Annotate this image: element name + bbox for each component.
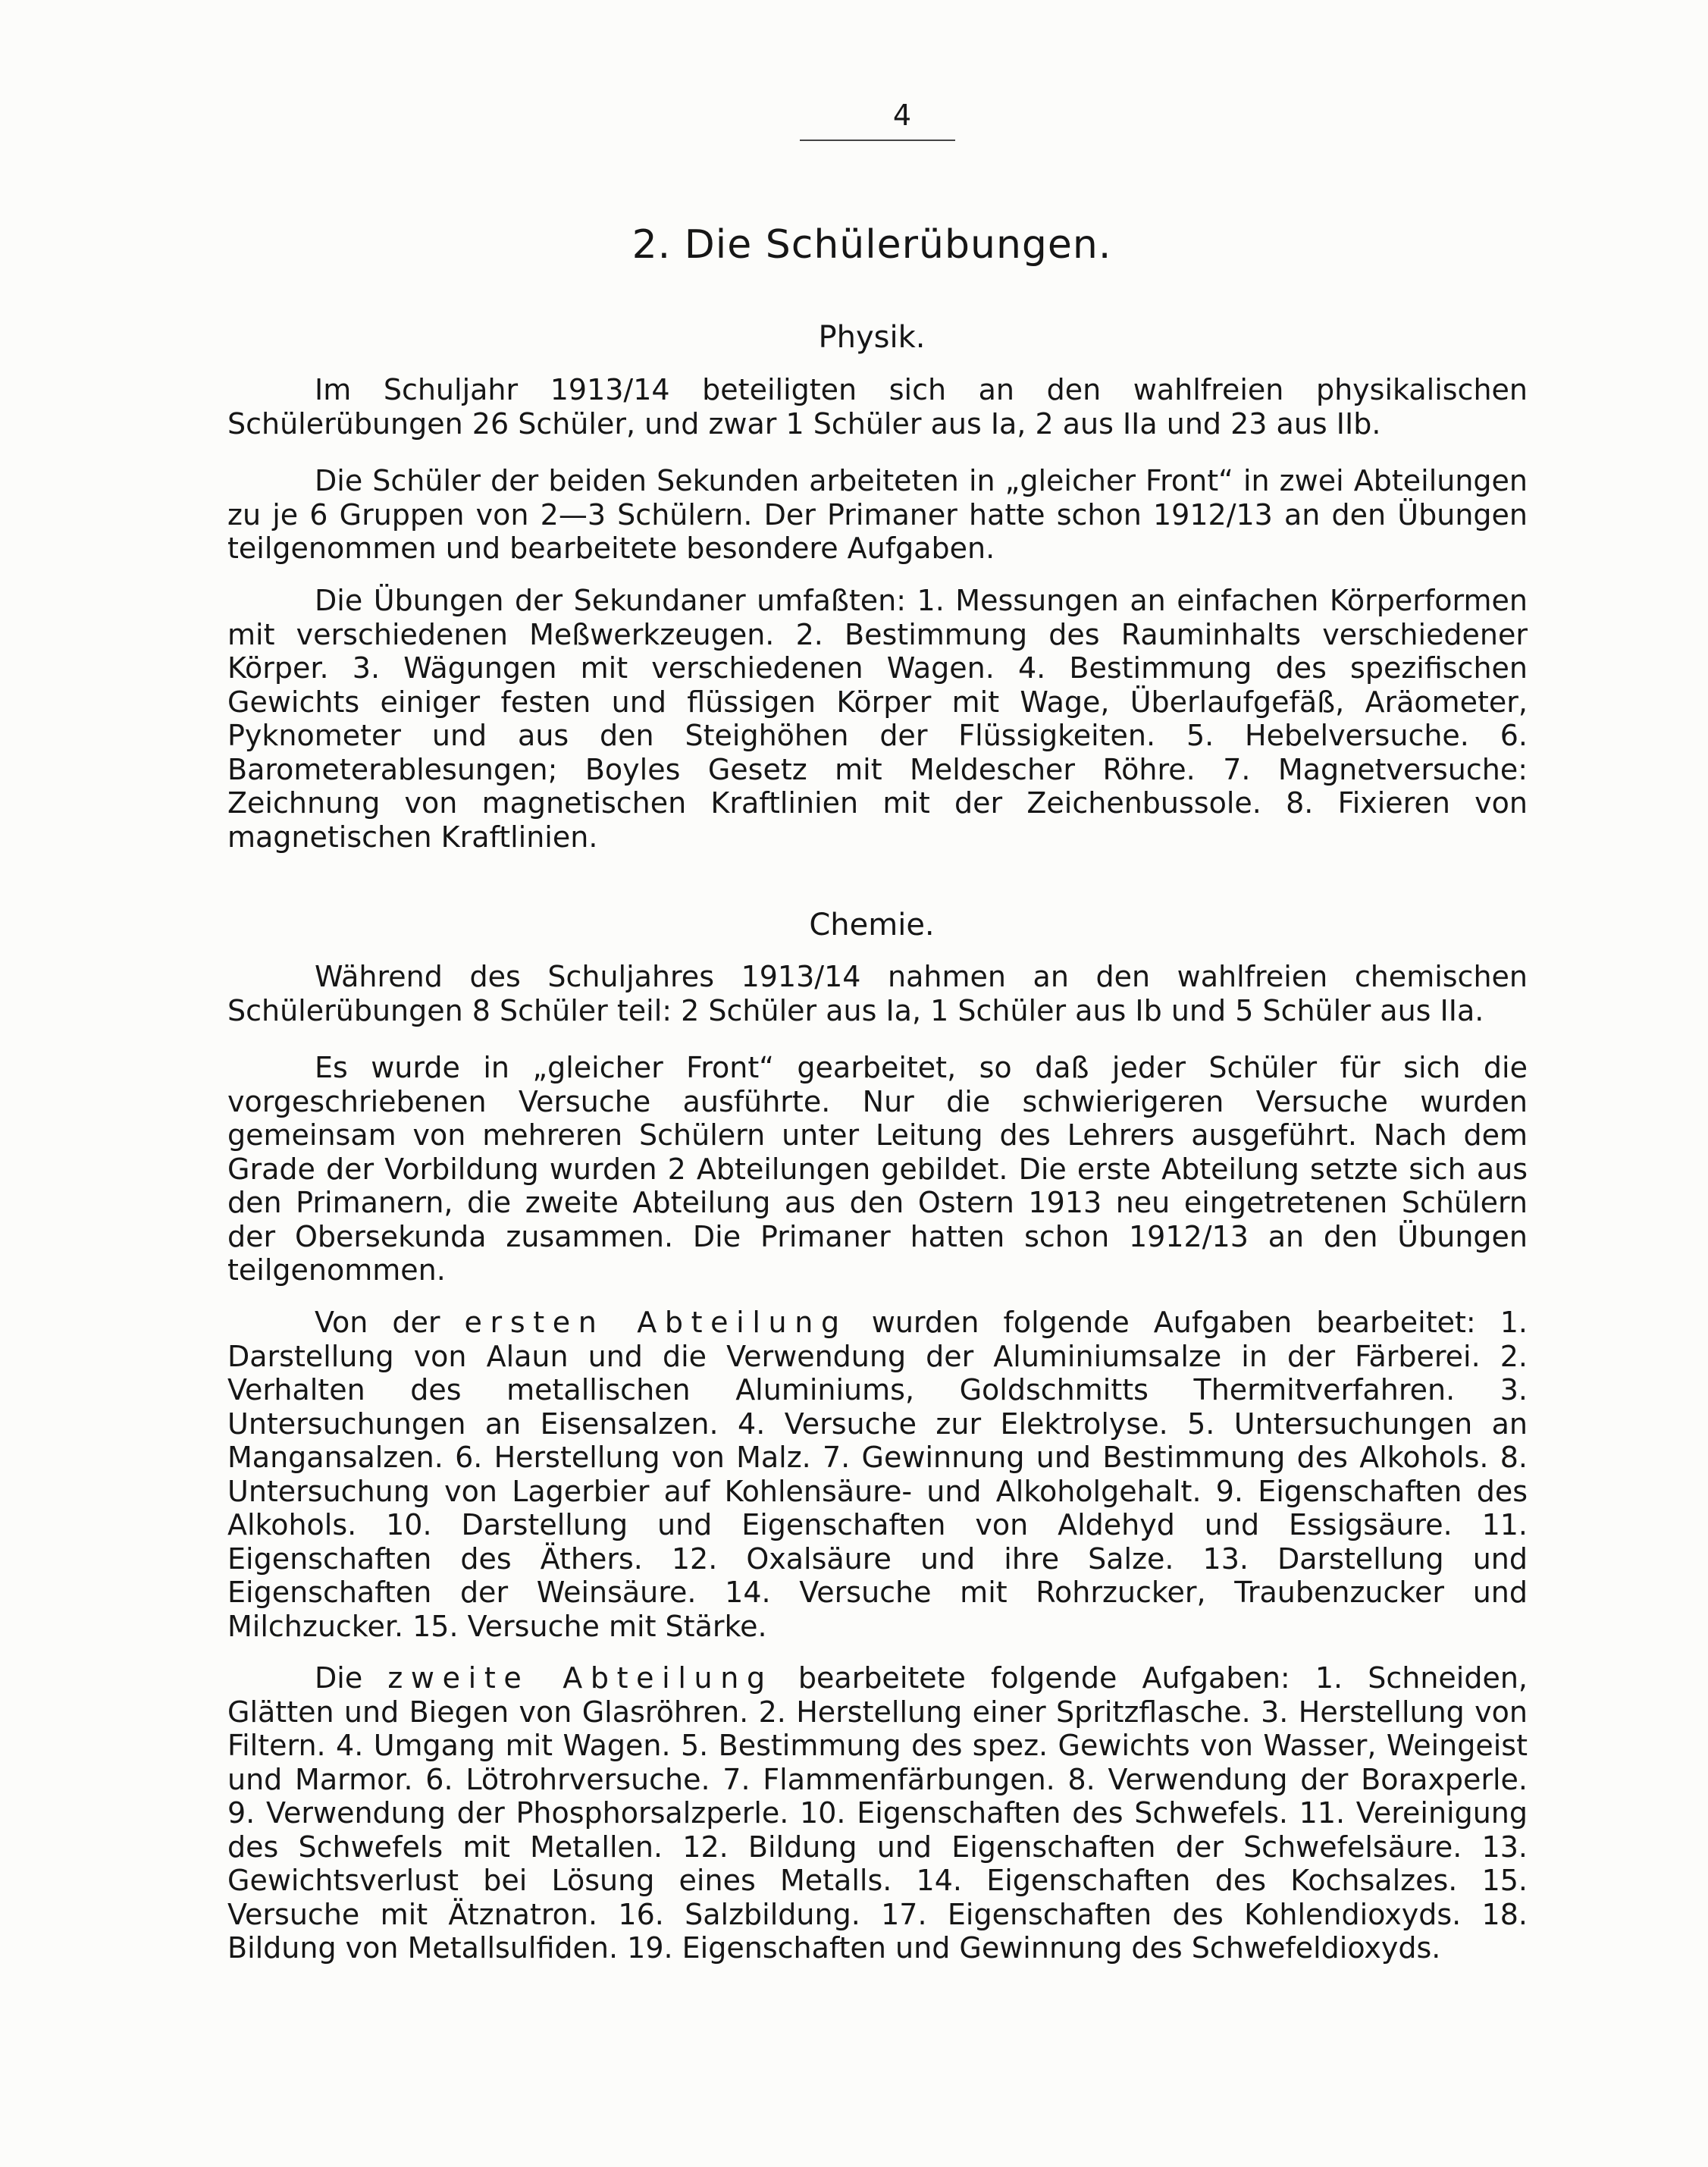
second-division-tasks: bearbeitete folgende Aufgaben: 1. Schneiden, Glätten und Biegen von Glasröhren. 2. Herstellung einer Spritzflasche. 3. Herstellung von Filtern. 4. Umgang mit Wagen. 5. Bestimmung des spez. Gewichts von Wasser, Weingeist und Marmor. 6. Lötrohrversuche. 7. Flammenfärbungen. 8. Verwendung der Boraxperle. 9. Verwendung der Phosphorsalzperle. 10. Eigenschaften des Schwefels. 11. Vereinigung des Schwefels mit Metallen. 12. Bildung und Eigenschaften der Schwefelsäure. 13. Gewichtsverlust bei Lösung eines Metalls. 14. Eigenschaften des Kochsalzes. 15. Versuche mit Ätznatron. 16. Salzbildung. 17. Eigenschaften des Kohlendioxyds. 18. Bildung von Metallsulfiden. 19. Eigenschaften und Gewinnung des Schwefeldioxyds. — [227, 1661, 1528, 1965]
subheading-chemie: Chemie. — [809, 908, 935, 942]
physik-paragraph-groups: Die Schüler der beiden Sekunden arbeiteten in „gleicher Front“ in zwei Abteilungen zu je 6 Gruppen von 2—3 Schülern. Der Primaner hatte schon 1912/13 an den Übungen teilgenommen und bearbeitete besondere Aufgaben. — [227, 464, 1528, 565]
chemie-paragraph-first-division — [227, 1306, 1528, 1643]
page-number-rule — [800, 140, 955, 141]
first-division-lead: Von der — [315, 1306, 440, 1339]
chemie-paragraph-second-division — [227, 1661, 1528, 1965]
chemie-paragraph-participants: Während des Schuljahres 1913/14 nahmen an den wahlfreien chemischen Schülerübungen 8 Schüler teil: 2 Schüler aus Ia, 1 Schüler aus Ib und 5 Schüler aus IIa. — [227, 960, 1528, 1027]
second-division-emphasis: zweite Abteilung — [387, 1661, 773, 1695]
section-heading: 2. Die Schülerübungen. — [631, 222, 1112, 268]
first-division-emphasis: ersten Abteilung — [464, 1306, 848, 1339]
physik-paragraph-exercises: Die Übungen der Sekundaner umfaßten: 1. Messungen an einfachen Körperformen mit verschiedenen Meßwerkzeugen. 2. Bestimmung des Rauminhalts verschiedener Körper. 3. Wägungen mit verschiedenen Wagen. 4. Bestimmung des spezifischen Gewichts einiger festen und flüssigen Körper mit Wage, Überlaufgefäß, Aräometer, Pyknometer und aus den Steighöhen der Flüssigkeiten. 5. Hebelversuche. 6. Barometerablesungen; Boyles Gesetz mit Meldescher Röhre. 7. Magnetversuche: Zeichnung von magnetischen Kraftlinien mit der Zeichenbussole. 8. Fixieren von magnetischen Kraftlinien. — [227, 584, 1528, 854]
chemie-paragraph-organization: Es wurde in „gleicher Front“ gearbeitet, so daß jeder Schüler für sich die vorgeschriebenen Versuche ausführte. Nur die schwierigeren Versuche wurden gemeinsam von mehreren Schülern unter Leitung des Lehrers ausgeführt. Nach dem Grade der Vorbildung wurden 2 Abteilungen gebildet. Die erste Abteilung setzte sich aus den Primanern, die zweite Abteilung aus den Ostern 1913 neu eingetretenen Schülern der Obersekunda zusammen. Die Primaner hatten schon 1912/13 an den Übungen teilgenommen. — [227, 1051, 1528, 1287]
second-division-lead: Die — [315, 1661, 363, 1695]
first-division-tasks: wurden folgende Aufgaben bearbeitet: 1. Darstellung von Alaun und die Verwendung der Aluminiumsalze in der Färberei. 2. Verhalten des metallischen Aluminiums, Goldschmitts Thermitverfahren. 3. Untersuchungen an Eisensalzen. 4. Versuche zur Elektrolyse. 5. Untersuchungen an Mangansalzen. 6. Herstellung von Malz. 7. Gewinnung und Bestimmung des Alkohols. 8. Untersuchung von Lagerbier auf Kohlensäure- und Alkoholgehalt. 9. Eigenschaften des Alkohols. 10. Darstellung und Eigenschaften von Aldehyd und Essigsäure. 11. Eigenschaften des Äthers. 12. Oxalsäure und ihre Salze. 13. Darstellung und Eigenschaften der Weinsäure. 14. Versuche mit Rohrzucker, Traubenzucker und Milchzucker. 15. Versuche mit Stärke. — [227, 1306, 1528, 1643]
subheading-physik: Physik. — [818, 320, 926, 355]
physik-paragraph-participants: Im Schuljahr 1913/14 beteiligten sich an den wahlfreien physikalischen Schülerübungen 26 Schüler, und zwar 1 Schüler aus Ia, 2 aus IIa und 23 aus IIb. — [227, 373, 1528, 441]
page-number: 4 — [892, 99, 912, 132]
